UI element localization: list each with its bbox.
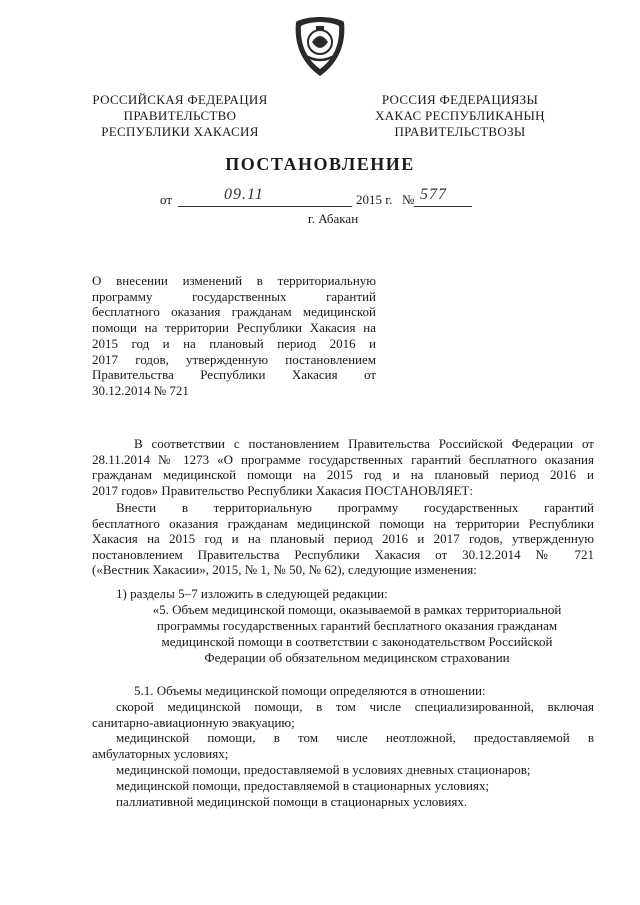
subject-line: программу государственных гарантий [92,288,376,304]
date-underline [178,192,352,207]
list-item-line: паллиативной медицинской помощи в стационарных условиях. [116,794,468,809]
city-name: г. Абакан [307,211,359,226]
header-right-line: РОССИЯ ФЕДЕРАЦИЯЗЫ [381,92,539,107]
list-item-line: санитарно-авиационную эвакуацию; [92,714,295,730]
section-5-1 [92,683,594,699]
list-item-line: скорой медицинской помощи, в том числе специализированной, включая [116,699,594,714]
paragraph-line: гражданам медицинской помощи на 2015 год и на плановый период 2016 и [92,467,594,483]
number-sign: № [402,192,415,207]
handwritten-number: 577 [420,186,447,203]
paragraph-line: Внести в территориальную программу государственных гарантий [116,500,594,515]
quote-line: Федерации об обязательном медицинском страховании [204,650,510,665]
list-item-line: амбулаторных условиях; [92,745,229,761]
list-item [92,778,594,794]
paragraph-sections [92,586,594,602]
list-item-line: медицинской помощи, предоставляемой в стационарных условиях; [116,778,490,793]
header-left-line: РОССИЙСКАЯ ФЕДЕРАЦИЯ [92,92,268,107]
list-item-line: медицинской помощи, предоставляемой в условиях дневных стационаров; [116,762,531,777]
subject-line: 30.12.2014 № 721 [92,382,189,398]
paragraph-line: («Вестник Хакасии», 2015, № 1, № 50, № 62), следующие изменения: [92,562,477,578]
paragraph-line: постановлением Правительства Республики Хакасия от 30.12.2014 № 721 [92,546,594,562]
list-item-line: медицинской помощи, в том числе неотложной, предоставляемой в [116,730,594,745]
quote-line: «5. Объем медицинской помощи, оказываемой в рамках территориальной [152,602,562,617]
subject-line: помощи на территории Республики Хакасия на [92,320,376,336]
date-prefix: от [160,192,173,207]
subject-line: 2015 год и на плановый период 2016 и [92,335,376,351]
paragraph-amendment [92,500,594,578]
document-subject [92,273,376,399]
header-left-line: РЕСПУБЛИКИ ХАКАСИЯ [101,124,259,139]
paragraph-preamble [92,436,594,498]
header-left-line: ПРАВИТЕЛЬСТВО [123,108,237,123]
header-left-block [82,92,278,140]
list-item [92,730,594,761]
subject-line: 2017 годов, утвержденную постановлением [92,351,376,367]
date-year: 2015 г. [356,192,393,207]
paragraph-line: 2017 годов» Правительство Республики Хакасия ПОСТАНОВЛЯЕТ: [92,482,473,498]
quote-line: медицинской помощи в соответствии с законодательством Российской [161,634,553,649]
paragraph-line: бесплатного оказания гражданам медицинской помощи на территории Республики [92,515,594,531]
quote-line: программы государственных гарантий бесплатного оказания гражданам [156,618,558,633]
paragraph-line: Хакасия на 2015 год и на плановый период 2016 и 2017 годов, утвержденную [92,531,594,547]
header-right-line: ПРАВИТЕЛЬСТВОЗЫ [394,124,526,139]
list-item [92,794,594,810]
handwritten-date: 09.11 [224,186,264,203]
quoted-section-heading [120,602,594,666]
header-right-line: ХАКАС РЕСПУБЛИКАНЫҢ [375,108,545,123]
subject-line: О внесении изменений в территориальную [92,273,376,288]
paragraph-line: 28.11.2014 № 1273 «О программе государственных гарантий бесплатного оказания [92,451,594,467]
list-item [92,699,594,730]
subject-line: Правительства Республики Хакасия от [92,367,376,383]
paragraph-line: 1) разделы 5–7 изложить в следующей редакции: [116,586,388,601]
list-item [92,762,594,778]
document-title: ПОСТАНОВЛЕНИЕ [225,154,415,174]
subject-line: бесплатного оказания гражданам медицинской [92,304,376,320]
header-right-block [360,92,560,140]
coat-of-arms-emblem [290,14,350,80]
paragraph-line: В соответствии с постановлением Правительства Российской Федерации от [134,436,594,451]
section-line: 5.1. Объемы медицинской помощи определяются в отношении: [134,683,486,698]
